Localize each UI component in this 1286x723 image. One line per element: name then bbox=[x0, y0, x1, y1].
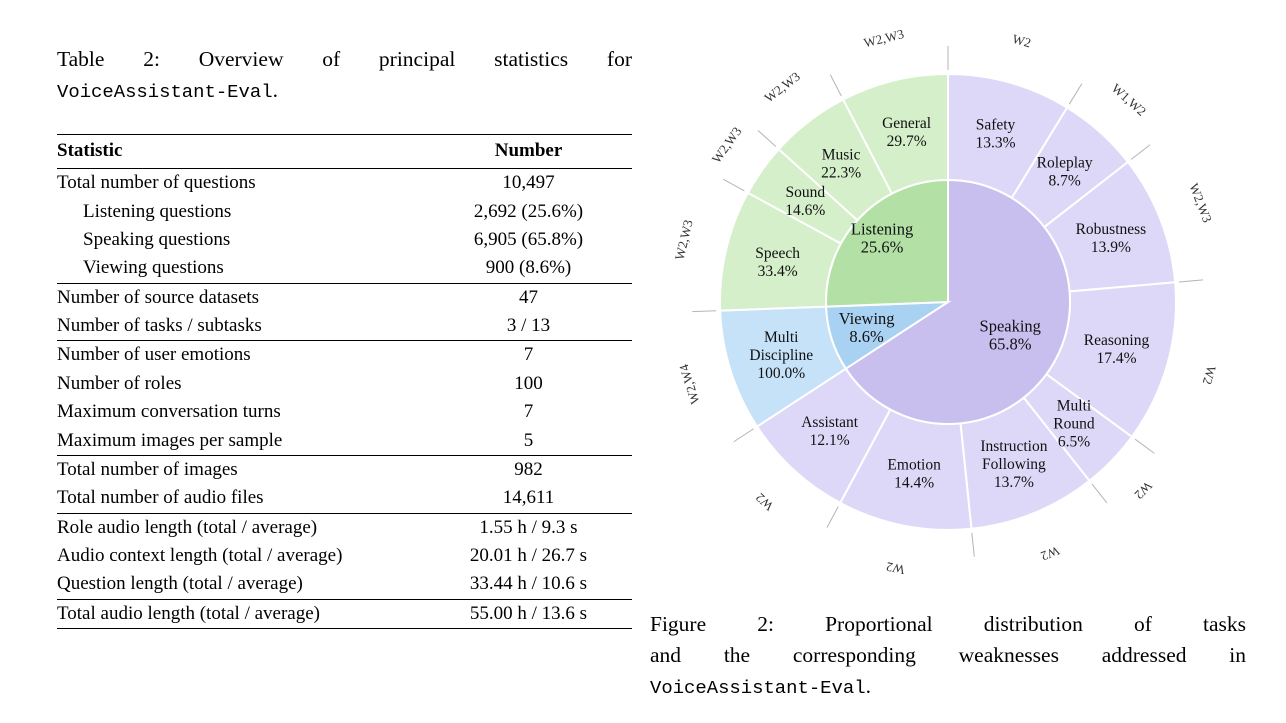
stat-label: Speaking questions bbox=[83, 228, 231, 250]
boundary-tick bbox=[692, 311, 716, 312]
table-row bbox=[57, 197, 632, 225]
table-row bbox=[57, 370, 632, 398]
stat-value: 5 bbox=[523, 429, 534, 451]
chart-label: Assistant 12.1% bbox=[801, 413, 859, 449]
chart-label: W2,W3 bbox=[708, 123, 745, 166]
chart-label: W2 bbox=[1038, 543, 1062, 565]
chart-label: W2 bbox=[1010, 30, 1033, 51]
stat-label: Total number of audio files bbox=[57, 487, 264, 509]
stat-value: 2,692 (25.6%) bbox=[473, 200, 584, 222]
stat-value: 14,611 bbox=[502, 487, 555, 509]
chart-label: Listening 25.6% bbox=[850, 219, 914, 257]
boundary-tick bbox=[1135, 439, 1154, 453]
stats-table-body bbox=[57, 169, 632, 629]
table-caption bbox=[57, 44, 632, 108]
stat-value: 47 bbox=[425, 283, 632, 312]
table-caption-line2 bbox=[57, 75, 632, 108]
chart-label: W2 bbox=[752, 490, 777, 514]
chart-label: W2 bbox=[1199, 364, 1220, 387]
chart-label: General 29.7% bbox=[882, 114, 932, 150]
figure-caption-line1: Figure 2: Proportional distribution of tasks bbox=[650, 612, 1246, 636]
figure-2-section bbox=[650, 0, 1246, 704]
table-row bbox=[57, 169, 632, 198]
table-caption-code: VoiceAssistant-Eval bbox=[57, 81, 273, 103]
stat-label: Total audio length (total / average) bbox=[57, 599, 425, 628]
stat-label: Total number of images bbox=[57, 455, 425, 484]
figure-caption-code: VoiceAssistant-Eval bbox=[650, 677, 866, 699]
stat-label: Number of roles bbox=[57, 372, 182, 394]
stat-label: Number of source datasets bbox=[57, 283, 425, 312]
stat-label: Total number of questions bbox=[57, 172, 256, 194]
boundary-tick bbox=[1092, 484, 1107, 503]
stat-label: Viewing questions bbox=[83, 257, 224, 279]
stat-label: Maximum conversation turns bbox=[57, 401, 281, 423]
chart-label: Viewing 8.6% bbox=[838, 308, 895, 346]
stat-label: Number of tasks / subtasks bbox=[57, 315, 262, 337]
chart-label: W2 bbox=[884, 559, 907, 578]
chart-label: Speech 33.4% bbox=[755, 244, 801, 280]
sunburst-chart bbox=[650, 0, 1246, 602]
table-row bbox=[57, 398, 632, 426]
stat-label: Maximum images per sample bbox=[57, 429, 283, 451]
boundary-tick bbox=[830, 75, 841, 96]
stat-value: 33.44 h / 10.6 s bbox=[469, 573, 588, 595]
figure-caption-line2: and the corresponding weaknesses addressed in bbox=[650, 643, 1246, 667]
stat-value: 55.00 h / 13.6 s bbox=[425, 599, 632, 628]
stat-value: 3 / 13 bbox=[506, 315, 551, 337]
boundary-tick bbox=[723, 179, 744, 190]
chart-label: Roleplay 8.7% bbox=[1036, 154, 1093, 190]
figure-caption-line3 bbox=[650, 671, 1246, 704]
boundary-tick bbox=[758, 130, 776, 146]
table-row bbox=[57, 312, 632, 341]
stat-value: 1.55 h / 9.3 s bbox=[425, 513, 632, 542]
chart-label: Multi Round 6.5% bbox=[1053, 397, 1095, 451]
table-row bbox=[57, 599, 632, 628]
table-caption-period: . bbox=[272, 78, 278, 102]
table-row bbox=[57, 226, 632, 254]
stat-value: 7 bbox=[523, 401, 534, 423]
chart-label: Multi Discipline 100.0% bbox=[749, 329, 814, 383]
table-row bbox=[57, 484, 632, 513]
stat-value: 20.01 h / 26.7 s bbox=[469, 545, 588, 567]
table-row bbox=[57, 542, 632, 570]
boundary-tick bbox=[1069, 84, 1082, 104]
chart-label: Instruction Following 13.7% bbox=[980, 438, 1048, 492]
chart-label: W2,W3 bbox=[761, 68, 803, 106]
stat-value: 7 bbox=[425, 341, 632, 370]
col-header-number: Number bbox=[494, 140, 563, 161]
figure-caption bbox=[650, 609, 1246, 704]
figure-caption-period: . bbox=[865, 674, 871, 698]
chart-label: W1,W2 bbox=[1108, 80, 1150, 119]
boundary-tick bbox=[1179, 280, 1203, 282]
chart-label: W2 bbox=[1131, 478, 1156, 503]
boundary-tick bbox=[827, 506, 838, 527]
stat-value: 982 bbox=[425, 455, 632, 484]
stat-label: Listening questions bbox=[83, 200, 232, 222]
stat-value: 100 bbox=[514, 372, 543, 394]
table-row bbox=[57, 426, 632, 455]
stat-label: Audio context length (total / average) bbox=[57, 545, 343, 567]
stat-label: Question length (total / average) bbox=[57, 573, 303, 595]
boundary-tick bbox=[734, 429, 754, 442]
stats-table bbox=[57, 134, 632, 629]
chart-label: Robustness 13.9% bbox=[1075, 221, 1147, 257]
table-row bbox=[57, 570, 632, 599]
table-row bbox=[57, 513, 632, 542]
chart-label: W2,W3 bbox=[862, 26, 906, 51]
stat-value: 900 (8.6%) bbox=[485, 257, 572, 279]
chart-label: W2,W3 bbox=[671, 218, 696, 262]
table-row bbox=[57, 341, 632, 370]
table-row bbox=[57, 283, 632, 312]
chart-label: Emotion 14.4% bbox=[887, 456, 941, 492]
boundary-tick bbox=[972, 533, 974, 557]
table-2-section bbox=[57, 44, 632, 629]
chart-label: W2,W4 bbox=[675, 362, 703, 406]
chart-label: Music 22.3% bbox=[821, 146, 862, 182]
chart-label: Speaking 65.8% bbox=[979, 316, 1041, 354]
chart-label: Sound 14.6% bbox=[785, 183, 826, 219]
stat-label: Role audio length (total / average) bbox=[57, 513, 425, 542]
table-header-row bbox=[57, 135, 632, 169]
boundary-tick bbox=[1131, 145, 1150, 160]
chart-label: Safety 13.3% bbox=[975, 116, 1016, 152]
chart-label: Reasoning 17.4% bbox=[1083, 332, 1150, 368]
chart-label: W2,W3 bbox=[1186, 181, 1216, 225]
stat-value: 6,905 (65.8%) bbox=[473, 228, 584, 250]
stat-value: 10,497 bbox=[502, 172, 555, 194]
table-caption-line1: Table 2: Overview of principal statistics for bbox=[57, 47, 632, 71]
stat-label: Number of user emotions bbox=[57, 341, 425, 370]
col-header-statistic: Statistic bbox=[57, 140, 123, 161]
table-row bbox=[57, 455, 632, 484]
table-row bbox=[57, 254, 632, 283]
